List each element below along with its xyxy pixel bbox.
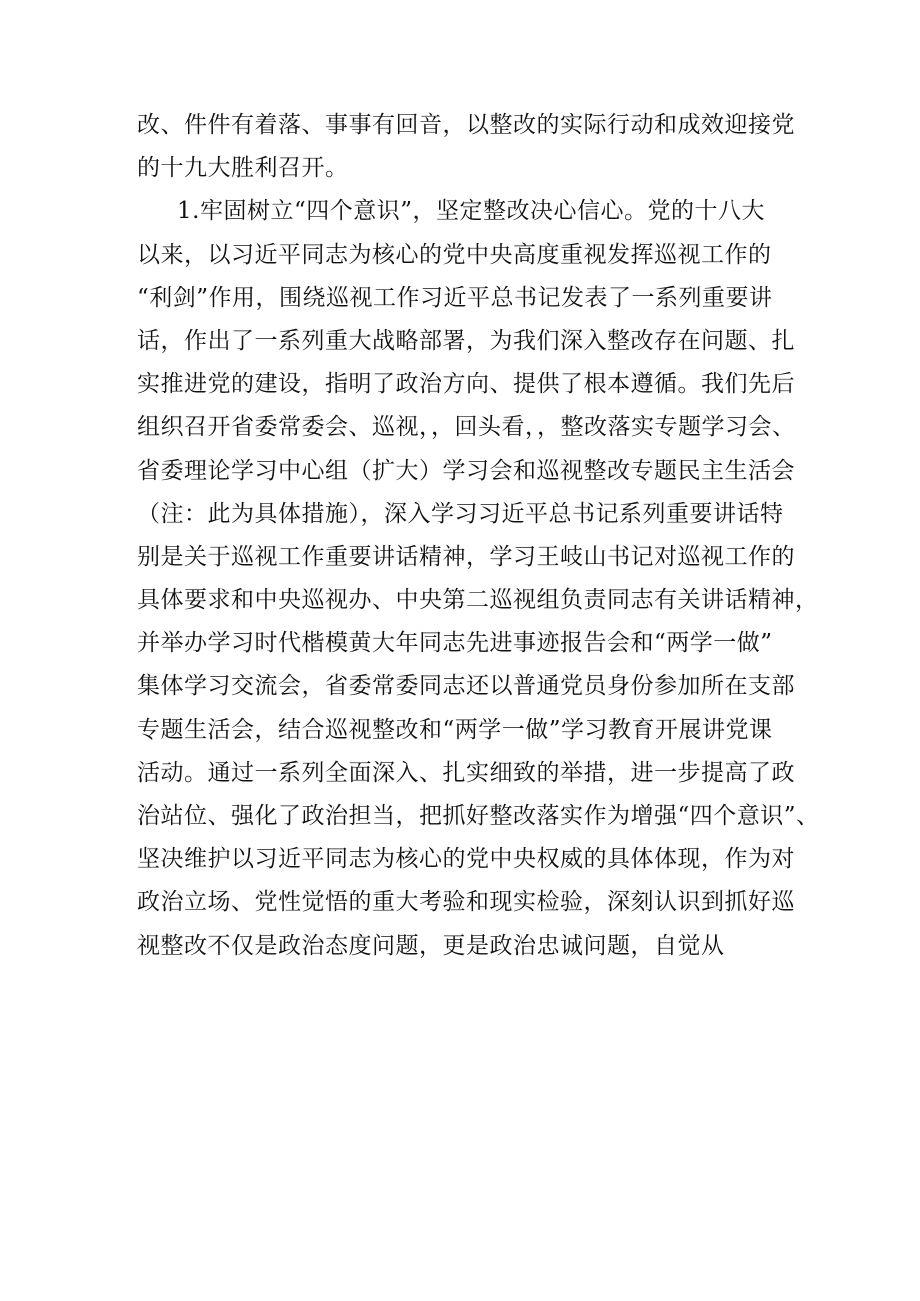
text-line: 并举办学习时代楷模黄大年同志先进事迹报告会和“两学一做”: [137, 630, 773, 657]
text-line: 组织召开省委常委会、巡视，，回头看，，整改落实专题学习会、: [137, 414, 796, 441]
text-line: 话，作出了一系列重大战略部署，为我们深入整改存在问题、扎: [137, 327, 795, 354]
text-line: （注：此为具体措施），深入学习习近平总书记系列重要讲话特: [137, 500, 784, 527]
text-line: 实推进党的建设，指明了政治方向、提供了根本遵循。我们先后: [137, 371, 795, 398]
text-line: 的十九大胜利召开。: [137, 155, 349, 182]
text-line: 视整改不仅是政治态度问题，更是政治忠诚问题，自觉从: [137, 932, 725, 959]
text-line: 省委理论学习中心组（扩大）学习会和巡视整改专题民主生活会: [137, 457, 795, 484]
text-line: 专题生活会，结合巡视整改和“两学一做”学习教育开展讲党课: [137, 716, 773, 743]
text-line: 政治立场、党性觉悟的重大考验和现实检验，深刻认识到抓好巡: [137, 889, 795, 916]
text-line: 别是关于巡视工作重要讲话精神，学习王岐山书记对巡视工作的: [137, 543, 795, 570]
text-line: 具体要求和中央巡视办、中央第二巡视组负责同志有关讲话精神，: [137, 587, 819, 614]
text-line: 集体学习交流会，省委常委同志还以普通党员身份参加所在支部: [137, 673, 795, 700]
text-line: 治站位、强化了政治担当，把抓好整改落实作为增强“四个意识”、: [137, 803, 820, 829]
body-text: [137, 104, 820, 968]
text-line: 坚决维护以习近平同志为核心的党中央权威的具体体现，作为对: [137, 846, 795, 873]
text-line: 以来，以习近平同志为核心的党中央高度重视发挥巡视工作的: [137, 241, 772, 268]
paragraph-start-line: 1.牢固树立“四个意识”，坚定整改决心信心。党的十八大: [177, 198, 765, 225]
text-line: 改、件件有着落、事事有回音，以整改的实际行动和成效迎接党: [137, 112, 795, 138]
text-line: “利剑”作用，围绕巡视工作习近平总书记发表了一系列重要讲: [137, 284, 773, 311]
text-line: 活动。通过一系列全面深入、扎实细致的举措，进一步提高了政: [137, 759, 795, 786]
